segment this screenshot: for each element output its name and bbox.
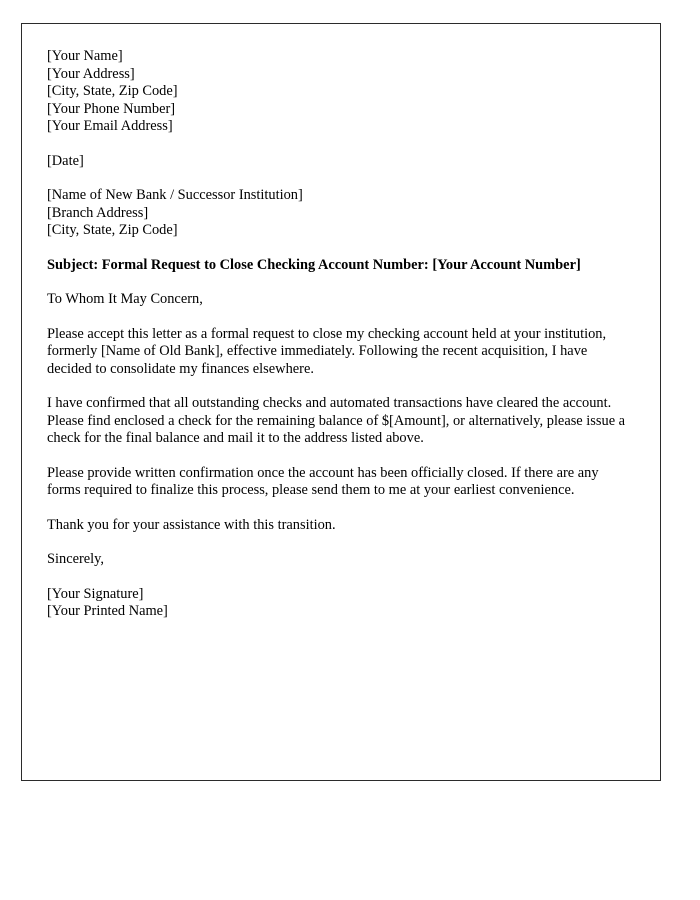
recipient-address-block	[47, 187, 627, 240]
sender-street: [Your Address]	[47, 65, 135, 82]
recipient-branch-address: [Branch Address]	[47, 204, 149, 221]
sender-name: [Your Name]	[47, 48, 123, 64]
signature-block	[47, 586, 627, 621]
letter-page	[21, 23, 661, 781]
date-line: [Date]	[47, 152, 84, 169]
signature-placeholder: [Your Signature]	[47, 585, 144, 602]
body-paragraph-1: Please accept this letter as a formal request to close my checking account held at your institution, formerly [Name of Old Bank], effective immediately. Following the recent acquisition, I have decided to consolidate my finances elsewhere.	[47, 325, 607, 377]
salutation: To Whom It May Concern,	[47, 291, 203, 307]
closing-line: Sincerely,	[47, 551, 105, 567]
letter-body	[47, 48, 627, 621]
subject-line: Subject: Formal Request to Close Checking Account Number: [Your Account Number]	[47, 256, 581, 273]
sender-address-block	[47, 48, 627, 136]
printed-name-placeholder: [Your Printed Name]	[47, 603, 168, 619]
body-paragraph-4: Thank you for your assistance with this transition.	[47, 516, 336, 533]
recipient-city-state-zip: [City, State, Zip Code]	[47, 222, 178, 238]
sender-email: [Your Email Address]	[47, 118, 173, 134]
body-paragraph-2: I have confirmed that all outstanding checks and automated transactions have cleared the account. Please find enclosed a check for the remaining balance of $[Amount], or alternatively, please issue a check for the final balance and mail it to the address listed above.	[47, 395, 626, 446]
sender-city-state-zip: [City, State, Zip Code]	[47, 83, 178, 99]
recipient-institution: [Name of New Bank / Successor Institution]	[47, 187, 303, 203]
sender-phone: [Your Phone Number]	[47, 100, 176, 117]
body-paragraph-3: Please provide written confirmation once the account has been officially closed. If there are any forms required to finalize this process, please send them to me at your earliest convenience.	[47, 464, 599, 498]
